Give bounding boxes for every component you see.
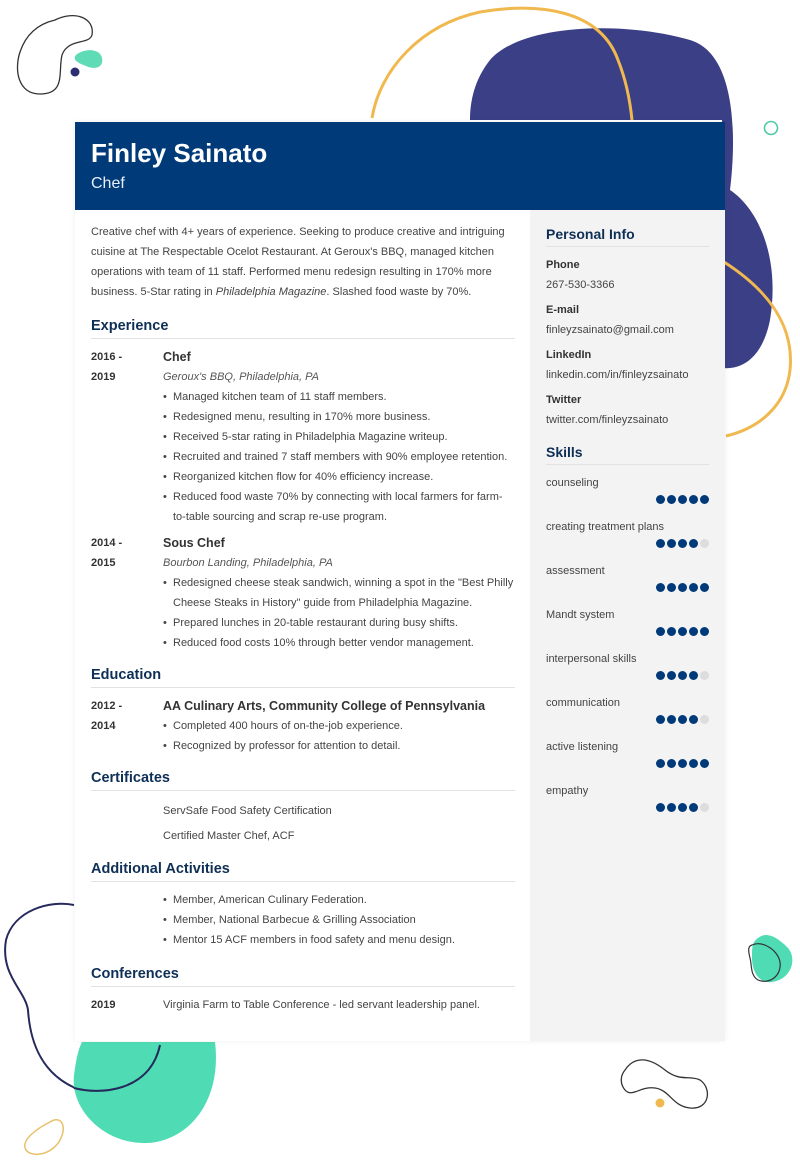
mint-blob-icon (75, 50, 103, 68)
skill-name: interpersonal skills (546, 653, 637, 665)
filled-dot-icon (667, 759, 676, 768)
filled-dot-icon (689, 539, 698, 548)
mint-ring-icon (765, 122, 778, 135)
filled-dot-icon (700, 759, 709, 768)
skill-name: communication (546, 697, 620, 709)
twitter-info: Twitter twitter.com/finleyzsainato (546, 390, 709, 430)
filled-dot-icon (656, 803, 665, 812)
skills-section (546, 444, 709, 825)
filled-dot-icon (656, 495, 665, 504)
candidate-name: Finley Sainato (91, 138, 268, 168)
job-org: Geroux's BBQ, Philadelphia, PA (163, 371, 319, 383)
sidebar (530, 210, 725, 1041)
filled-dot-icon (667, 539, 676, 548)
filled-dot-icon (689, 627, 698, 636)
certificate-item: Certified Master Chef, ACF (163, 830, 295, 842)
degree-title: AA Culinary Arts, Community College of Pennsylvania (163, 699, 486, 713)
filled-dot-icon (656, 583, 665, 592)
filled-dot-icon (667, 803, 676, 812)
empty-dot-icon (700, 671, 709, 680)
candidate-role: Chef (91, 175, 125, 192)
filled-dot-icon (689, 671, 698, 680)
filled-dot-icon (678, 627, 687, 636)
experience-entry: 2016 - 2019 Chef Geroux's BBQ, Philadelphia, PA • Managed kitchen team of 11 staff members. • Redesigned menu, resulting in 170% more business. • Received 5-star rating in Philadelphia Magazine writeup. • Recruited and trained 7 staff members with 90% employee retention. • Reorganized kitchen flow for 40% efficiency increase. • Reduced food waste 70% by connecting with local farmers for farm-to-table sourcing and scrap re-use program. (91, 347, 515, 527)
filled-dot-icon (678, 583, 687, 592)
skills-list (546, 473, 709, 825)
skill-name: assessment (546, 565, 605, 577)
skill-item (546, 737, 709, 781)
section-title: Experience (91, 318, 515, 339)
skill-rating (656, 759, 709, 768)
section-title: Additional Activities (91, 861, 515, 882)
filled-dot-icon (678, 803, 687, 812)
filled-dot-icon (667, 627, 676, 636)
mint-blob-right-icon (752, 935, 792, 982)
twitter-link[interactable]: twitter.com/finleyzsainato (546, 414, 669, 426)
filled-dot-icon (700, 583, 709, 592)
filled-dot-icon (656, 715, 665, 724)
filled-dot-icon (656, 759, 665, 768)
linkedin-link[interactable]: linkedin.com/in/finleyzsainato (546, 369, 689, 381)
gold-loop-icon (25, 1120, 63, 1155)
activity-item: • Member, National Barbecue & Grilling Association (163, 910, 515, 930)
filled-dot-icon (689, 495, 698, 504)
activity-item: • Mentor 15 ACF members in food safety and menu design. (163, 930, 515, 950)
skill-rating (656, 627, 709, 636)
navy-dot-icon (71, 68, 80, 77)
job-title: Sous Chef (163, 536, 225, 550)
empty-dot-icon (700, 803, 709, 812)
email-link[interactable]: finleyzsainato@gmail.com (546, 324, 674, 336)
filled-dot-icon (656, 627, 665, 636)
skill-name: Mandt system (546, 609, 615, 621)
skills-title: Skills (546, 444, 709, 465)
certificate-item: ServSafe Food Safety Certification (163, 805, 332, 817)
skill-rating (656, 671, 709, 680)
gold-dot-icon (656, 1099, 665, 1108)
resume-header (75, 122, 725, 210)
resume-page (75, 122, 725, 1041)
filled-dot-icon (678, 495, 687, 504)
skill-name: creating treatment plans (546, 521, 665, 533)
conferences-section (91, 966, 515, 1015)
skill-rating (656, 803, 709, 812)
linkedin-info: LinkedIn linkedin.com/in/finleyzsainato (546, 345, 709, 385)
job-bullets: • Redesigned cheese steak sandwich, winning a spot in the "Best Philly Cheese Steaks in History" guide from Philadelphia Magazine. • Prepared lunches in 20-table restaurant during busy shifts. • Reduced food costs 10% through better vendor management. (163, 573, 515, 653)
skill-name: active listening (546, 741, 619, 753)
certificates-section (91, 770, 515, 849)
filled-dot-icon (700, 627, 709, 636)
section-title: Conferences (91, 966, 515, 987)
skill-item (546, 561, 709, 605)
filled-dot-icon (700, 495, 709, 504)
education-section (91, 667, 515, 756)
activities-section (91, 861, 515, 950)
section-title: Certificates (91, 770, 515, 791)
skill-item (546, 649, 709, 693)
email-info: E-mail finleyzsainato@gmail.com (546, 300, 709, 340)
filled-dot-icon (689, 759, 698, 768)
skill-item (546, 517, 709, 561)
job-bullets: • Managed kitchen team of 11 staff members. • Redesigned menu, resulting in 170% more business. • Received 5-star rating in Philadelphia Magazine writeup. • Recruited and trained 7 staff members with 90% employee retention. • Reorganized kitchen flow for 40% efficiency increase. • Reduced food waste 70% by connecting with local farmers for farm-to-table sourcing and scrap re-use program. (163, 387, 515, 527)
phone-info: Phone 267-530-3366 (546, 259, 615, 291)
empty-dot-icon (700, 539, 709, 548)
conference-entry: 2019 Virginia Farm to Table Conference - led servant leadership panel. (91, 999, 480, 1011)
skill-rating (656, 495, 709, 504)
filled-dot-icon (667, 495, 676, 504)
filled-dot-icon (667, 715, 676, 724)
personal-info-title: Personal Info (546, 226, 709, 247)
filled-dot-icon (689, 583, 698, 592)
job-title: Chef (163, 350, 191, 364)
section-title: Education (91, 667, 515, 688)
skill-name: empathy (546, 785, 589, 797)
filled-dot-icon (667, 583, 676, 592)
activity-item: • Member, American Culinary Federation. (163, 890, 515, 910)
filled-dot-icon (667, 671, 676, 680)
skill-item (546, 473, 709, 517)
job-org: Bourbon Landing, Philadelphia, PA (163, 557, 333, 569)
filled-dot-icon (689, 803, 698, 812)
filled-dot-icon (678, 671, 687, 680)
skill-rating (656, 583, 709, 592)
filled-dot-icon (678, 759, 687, 768)
skill-rating (656, 539, 709, 548)
empty-dot-icon (700, 715, 709, 724)
skill-name: counseling (546, 477, 599, 489)
skill-item (546, 781, 709, 825)
double-loop-icon (621, 1060, 707, 1108)
filled-dot-icon (656, 671, 665, 680)
filled-dot-icon (689, 715, 698, 724)
education-entry: 2012 - 2014 AA Culinary Arts, Community College of Pennsylvania • Completed 400 hours of on-the-job experience. • Recognized by professor for attention to detail. (91, 696, 515, 756)
skill-item (546, 693, 709, 737)
filled-dot-icon (678, 715, 687, 724)
experience-section (91, 318, 515, 653)
main-column (91, 222, 515, 1015)
skill-rating (656, 715, 709, 724)
mint-half-circle-icon (74, 1042, 216, 1143)
filled-dot-icon (678, 539, 687, 548)
skill-item (546, 605, 709, 649)
filled-dot-icon (656, 539, 665, 548)
summary-paragraph: Creative chef with 4+ years of experience. Seeking to produce creative and intriguing cuisine at The Respectable Ocelot Restaurant. At Geroux's BBQ, managed kitchen operations with team of 11 staff. Performed menu redesign resulting in 170% more business. 5-Star rating in Philadelphia Magazine. Slashed food waste by 70%. (91, 226, 505, 298)
experience-entry: 2014 - 2015 Sous Chef Bourbon Landing, Philadelphia, PA • Redesigned cheese steak sandwich, winning a spot in the "Best Philly Cheese Steaks in History" guide from Philadelphia Magazine. • Prepared lunches in 20-table restaurant during busy shifts. • Reduced food costs 10% through better vendor management. (91, 533, 515, 653)
